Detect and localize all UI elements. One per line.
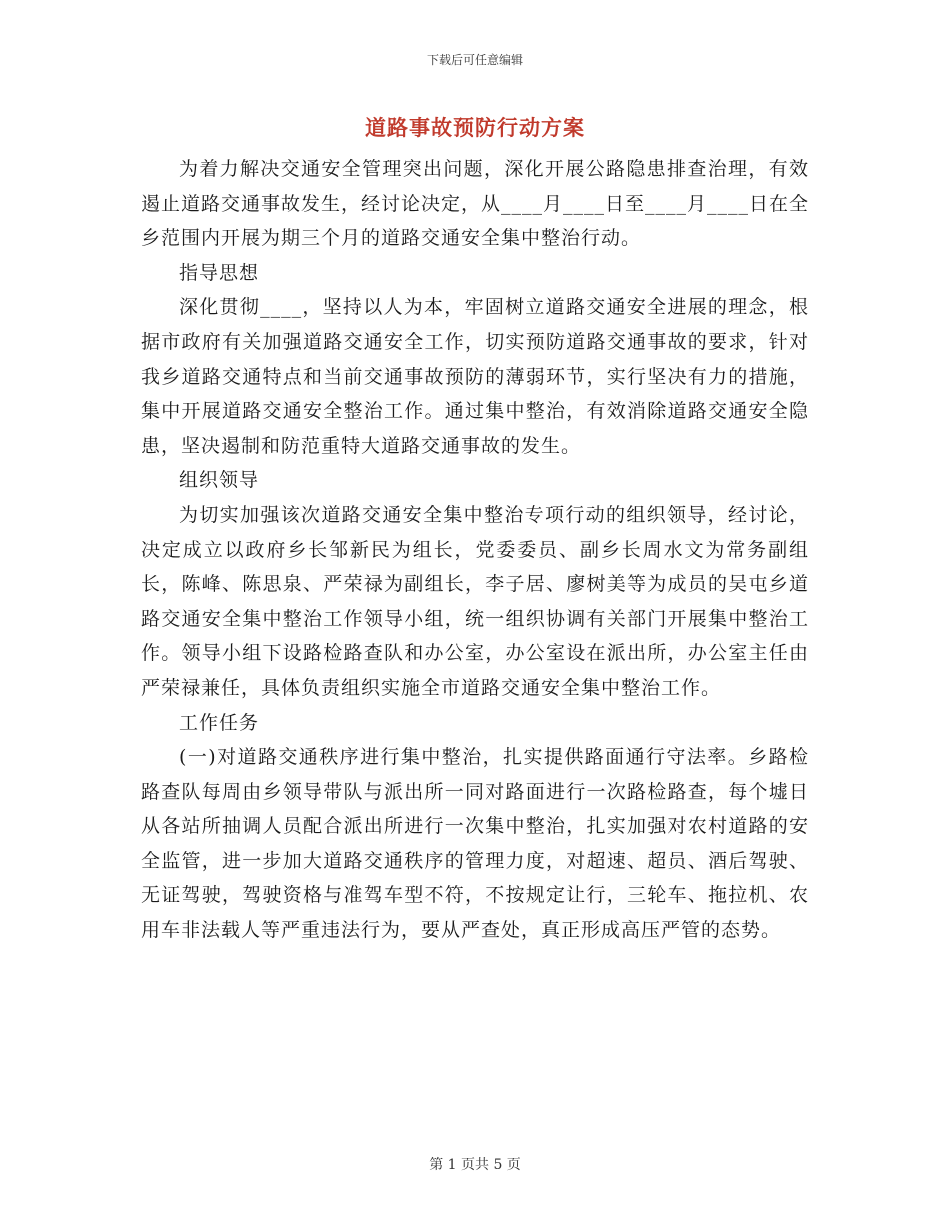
document-title: 道路事故预防行动方案 xyxy=(365,115,585,140)
section-heading-tasks: 工作任务 xyxy=(179,711,260,734)
paragraph-task-one: (一)对道路交通秩序进行集中整治，扎实提供路面通行守法率。乡路检路查队每周由乡领导带队与派出所一同对路面进行一次路检路查，每个墟日从各站所抽调人员配合派出所进行一次集中整治，扎实加强对农村道路的安全监管，进一步加大道路交通秩序的管理力度，对超速、超员、酒后驾驶、无证驾驶，驾驶资格与准驾车型不符，不按规定让行，三轮车、拖拉机、农用车非法载人等严重违法行为，要从严查处，真正形成高压严管的态势。 xyxy=(141,746,809,942)
page-number: 第 1 页共 5 页 xyxy=(429,1157,521,1173)
section-heading-organization: 组织领导 xyxy=(179,469,260,492)
paragraph-guiding-thought: 深化贯彻____，坚持以人为本，牢固树立道路交通安全进展的理念，根据市政府有关加强道路交通安全工作，切实预防道路交通事故的要求，针对我乡道路交通特点和当前交通事故预防的薄弱环节，实行坚决有力的措施，集中开展道路交通安全整治工作。通过集中整治，有效消除道路交通安全隐患，坚决遏制和防范重特大道路交通事故的发生。 xyxy=(141,296,809,457)
paragraph-organization: 为切实加强该次道路交通安全集中整治专项行动的组织领导，经讨论，决定成立以政府乡长邹新民为组长，党委委员、副乡长周水文为常务副组长，陈峰、陈思泉、严荣禄为副组长，李子居、廖树美等为成员的吴屯乡道路交通安全集中整治工作领导小组，统一组织协调有关部门开展集中整治工作。领导小组下设路检路查队和办公室，办公室设在派出所，办公室主任由严荣禄兼任，具体负责组织实施全市道路交通安全集中整治工作。 xyxy=(141,503,809,699)
document-body xyxy=(141,152,809,948)
intro-paragraph: 为着力解决交通安全管理突出问题，深化开展公路隐患排查治理，有效遏止道路交通事故发生，经讨论决定，从____月____日至____月____日在全乡范围内开展为期三个月的道路交通安全集中整治行动。 xyxy=(141,158,810,250)
section-heading-guiding-thought: 指导思想 xyxy=(179,261,260,284)
page-header-note: 下载后可任意编辑 xyxy=(426,53,523,67)
